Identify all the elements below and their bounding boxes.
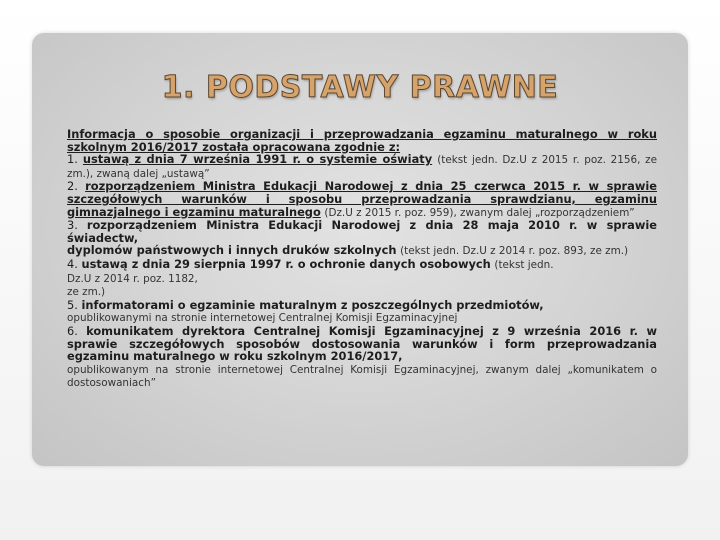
item-number: 6. (67, 323, 78, 338)
list-item-5 (67, 299, 657, 325)
item-rest: opublikowanymi na stronie internetowej Centralnej Komisji Egzaminacyjnej (67, 312, 458, 325)
item-rest: (tekst jedn. Dz.U z 2014 r. poz. 893, ze zm.) (400, 245, 629, 258)
list-item-1 (67, 153, 657, 180)
item-number: 2. (67, 179, 78, 194)
list-item-2 (67, 180, 657, 219)
item-main: rozporządzeniem Ministra Edukacji Narodowej z dnia 28 maja 2010 r. w sprawie świadectw, (67, 218, 657, 245)
item-rest: opublikowanym na stronie internetowej Centralnej Komisji Egzaminacyjnej, zwanym dalej „komunikatem o dostosowaniach” (67, 363, 657, 390)
item-main: ustawą z dnia 29 sierpnia 1997 r. o ochronie danych osobowych (81, 256, 491, 271)
intro-text: Informacja o sposobie organizacji i przeprowadzania egzaminu maturalnego w roku szkolnym 2016/2017 została opracowana zgodnie z: (67, 127, 657, 154)
item-main: ustawą z dnia 7 września 1991 r. o systemie oświaty (82, 152, 433, 167)
item-rest: (tekst jedn. (494, 258, 554, 271)
item-rest: (Dz.U z 2015 r. poz. 959), zwanym dalej „rozporządzeniem” (324, 206, 635, 219)
item-main: komunikatem dyrektora Centralnej Komisji Egzaminacyjnej z 9 września 2016 r. w sprawie szczegółowych sposobów dostosowania warunków i form przeprowadzania egzaminu maturalnego w roku szkolnym 2016/2017, (67, 323, 658, 364)
item-rest-line-2: Dz.U z 2014 r. poz. 1182, (67, 272, 198, 285)
slide-title: 1. PODSTAWY PRAWNE (161, 70, 559, 105)
item-rest-line-3: ze zm.) (67, 286, 106, 299)
item-main: rozporządzeniem Ministra Edukacji Narodowej z dnia 25 czerwca 2015 r. w sprawie szczegółowych warunków i sposobu przeprowadzania sprawdzianu, egzaminu gimnazjalnego i egzaminu maturalnego (67, 179, 658, 219)
list-item-6 (67, 325, 657, 390)
item-main: informatorami o egzaminie maturalnym z poszczególnych przedmiotów, (81, 297, 544, 312)
intro-paragraph (67, 128, 657, 153)
item-number: 5. (67, 297, 78, 312)
item-rest: (tekst jedn. Dz.U z 2015 r. poz. 2156, ze zm.), zwaną dalej „ustawą” (67, 154, 657, 180)
list-item-4 (67, 258, 657, 299)
item-number: 1. (67, 152, 78, 167)
item-number: 3. (67, 218, 78, 233)
item-main-continued: dyplomów państwowych i innych druków szkolnych (67, 243, 397, 258)
item-number: 4. (67, 256, 78, 271)
legal-basis-text (67, 128, 657, 390)
list-item-3 (67, 219, 657, 258)
